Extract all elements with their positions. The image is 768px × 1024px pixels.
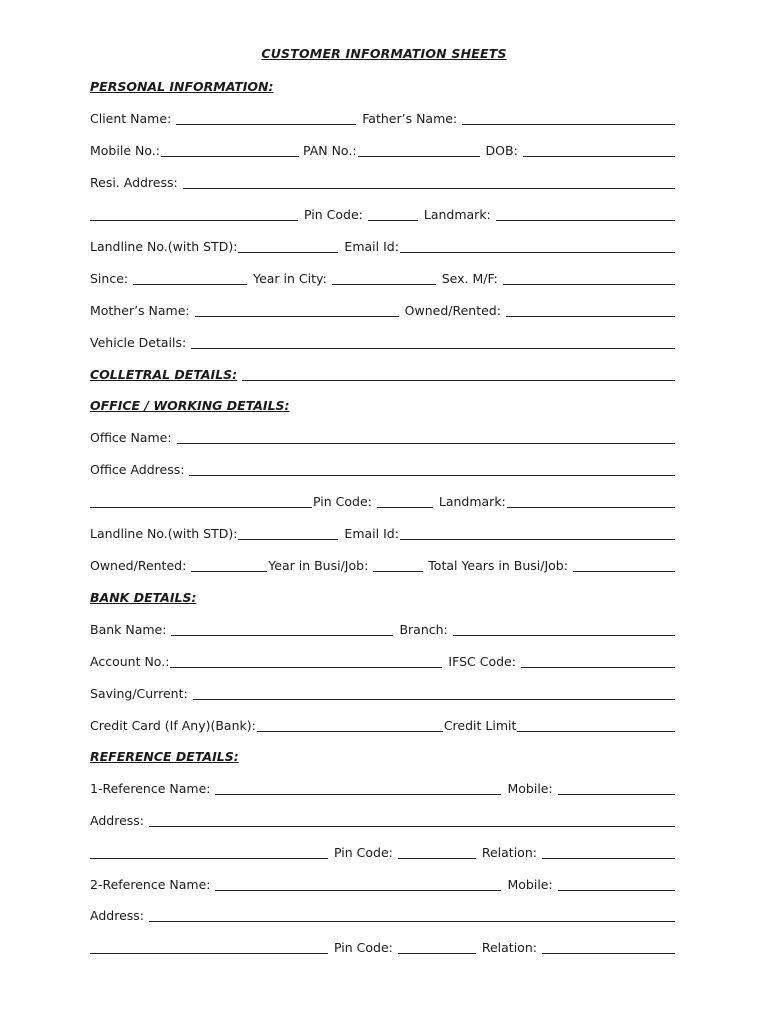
row-landline-email — [90, 236, 675, 256]
credit-card-label: Credit Card (If Any)(Bank): — [90, 718, 256, 733]
bank-name-label: Bank Name: — [90, 622, 167, 637]
ref1-mobile-label: Mobile: — [507, 781, 553, 796]
ref2-address-field[interactable] — [149, 921, 675, 922]
credit-limit-label: Credit Limit — [443, 718, 517, 733]
office-owned-rented-field[interactable] — [191, 571, 267, 572]
vehicle-details-field[interactable] — [191, 348, 675, 349]
row-since-year-sex — [90, 268, 675, 288]
office-pin-code-label: Pin Code: — [313, 494, 372, 509]
row-office-pin-landmark — [90, 491, 675, 511]
credit-limit-field[interactable] — [517, 731, 675, 732]
ref2-address-label: Address: — [90, 908, 144, 923]
sex-field[interactable] — [503, 284, 675, 285]
row-office-address — [90, 459, 675, 479]
office-name-field[interactable] — [177, 443, 675, 444]
total-years-field[interactable] — [573, 571, 675, 572]
branch-label: Branch: — [399, 622, 448, 637]
office-landmark-label: Landmark: — [438, 494, 506, 509]
row-bank-branch — [90, 619, 675, 639]
row-office-landline-email — [90, 523, 675, 543]
year-in-busi-field[interactable] — [373, 571, 423, 572]
year-in-busi-label: Year in Busi/Job: — [268, 558, 369, 573]
since-field[interactable] — [133, 284, 247, 285]
owned-rented-field[interactable] — [506, 316, 675, 317]
pan-label: PAN No.: — [302, 143, 357, 158]
account-no-field[interactable] — [170, 667, 442, 668]
office-landline-label: Landline No.(with STD): — [90, 526, 238, 541]
collateral-details-field[interactable] — [242, 380, 675, 381]
landmark-field[interactable] — [496, 220, 675, 221]
ref1-name-field[interactable] — [215, 794, 501, 795]
ref1-address-field[interactable] — [149, 826, 675, 827]
ref1-relation-field[interactable] — [542, 858, 675, 859]
ref1-name-label: 1-Reference Name: — [90, 781, 211, 796]
ref2-mobile-label: Mobile: — [507, 877, 553, 892]
ref2-address-line2-field[interactable] — [90, 953, 328, 954]
row-ref2-name-mobile — [90, 874, 675, 894]
client-name-label: Client Name: — [90, 111, 172, 126]
ifsc-code-field[interactable] — [521, 667, 675, 668]
office-address-field[interactable] — [189, 475, 675, 476]
resi-address-label: Resi. Address: — [90, 175, 178, 190]
row-ref2-address — [90, 905, 675, 925]
office-landmark-field[interactable] — [507, 507, 675, 508]
ref2-name-label: 2-Reference Name: — [90, 877, 211, 892]
landmark-label: Landmark: — [423, 207, 491, 222]
office-name-label: Office Name: — [90, 430, 172, 445]
account-no-label: Account No.: — [90, 654, 170, 669]
resi-address-field[interactable] — [183, 188, 675, 189]
row-client-father — [90, 108, 675, 128]
year-in-city-label: Year in City: — [253, 271, 327, 286]
saving-current-label: Saving/Current: — [90, 686, 188, 701]
bank-name-field[interactable] — [171, 635, 393, 636]
section-heading-personal: PERSONAL INFORMATION: — [90, 79, 274, 94]
row-ref1-address — [90, 810, 675, 830]
mothers-name-field[interactable] — [195, 316, 399, 317]
row-ref1-name-mobile — [90, 778, 675, 798]
section-heading-collateral: COLLETRAL DETAILS: — [90, 367, 238, 382]
section-heading-reference: REFERENCE DETAILS: — [90, 749, 239, 764]
ref2-relation-label: Relation: — [481, 940, 537, 955]
ref1-address-label: Address: — [90, 813, 144, 828]
ifsc-code-label: IFSC Code: — [448, 654, 516, 669]
pin-code-label: Pin Code: — [304, 207, 363, 222]
ref2-mobile-field[interactable] — [558, 890, 675, 891]
email-field[interactable] — [400, 252, 675, 253]
row-office-owned-years — [90, 555, 675, 575]
email-label: Email Id: — [344, 239, 399, 254]
office-pin-code-field[interactable] — [377, 507, 433, 508]
ref1-mobile-field[interactable] — [558, 794, 675, 795]
row-ref1-pin-relation — [90, 842, 675, 862]
row-collateral — [90, 364, 675, 384]
row-resi-pin-landmark — [90, 204, 675, 224]
mothers-name-label: Mother’s Name: — [90, 303, 190, 318]
fathers-name-field[interactable] — [462, 124, 675, 125]
landline-field[interactable] — [238, 252, 338, 253]
ref2-pin-code-label: Pin Code: — [334, 940, 393, 955]
since-label: Since: — [90, 271, 129, 286]
office-address-label: Office Address: — [90, 462, 185, 477]
credit-card-field[interactable] — [257, 731, 443, 732]
section-heading-office: OFFICE / WORKING DETAILS: — [90, 398, 290, 413]
row-saving-current — [90, 683, 675, 703]
ref1-pin-code-field[interactable] — [398, 858, 476, 859]
row-credit-card — [90, 715, 675, 735]
dob-field[interactable] — [523, 156, 675, 157]
ref2-pin-code-field[interactable] — [398, 953, 476, 954]
office-landline-field[interactable] — [238, 539, 338, 540]
document-title: CUSTOMER INFORMATION SHEETS — [261, 46, 507, 61]
client-name-field[interactable] — [176, 124, 356, 125]
mobile-field[interactable] — [161, 156, 299, 157]
row-office-name — [90, 427, 675, 447]
owned-rented-label: Owned/Rented: — [404, 303, 501, 318]
saving-current-field[interactable] — [193, 699, 675, 700]
mobile-label: Mobile No.: — [90, 143, 160, 158]
fathers-name-label: Father’s Name: — [362, 111, 458, 126]
total-years-label: Total Years in Busi/Job: — [428, 558, 568, 573]
row-ref2-pin-relation — [90, 937, 675, 957]
sex-label: Sex. M/F: — [441, 271, 498, 286]
pan-field[interactable] — [358, 156, 480, 157]
ref1-address-line2-field[interactable] — [90, 858, 328, 859]
dob-label: DOB: — [485, 143, 518, 158]
pin-code-field[interactable] — [368, 220, 418, 221]
year-in-city-field[interactable] — [332, 284, 436, 285]
landline-label: Landline No.(with STD): — [90, 239, 238, 254]
row-vehicle — [90, 332, 675, 352]
row-resi-address — [90, 172, 675, 192]
row-mobile-pan-dob — [90, 140, 675, 160]
office-address-line2-field[interactable] — [90, 507, 312, 508]
row-mother-owned — [90, 300, 675, 320]
ref1-pin-code-label: Pin Code: — [334, 845, 393, 860]
office-owned-rented-label: Owned/Rented: — [90, 558, 187, 573]
office-email-field[interactable] — [400, 539, 675, 540]
ref2-relation-field[interactable] — [542, 953, 675, 954]
resi-address-line2-field[interactable] — [90, 220, 298, 221]
row-account-ifsc — [90, 651, 675, 671]
office-email-label: Email Id: — [344, 526, 399, 541]
section-heading-bank: BANK DETAILS: — [90, 590, 197, 605]
ref1-relation-label: Relation: — [481, 845, 537, 860]
vehicle-details-label: Vehicle Details: — [90, 335, 187, 350]
branch-field[interactable] — [453, 635, 675, 636]
ref2-name-field[interactable] — [215, 890, 501, 891]
